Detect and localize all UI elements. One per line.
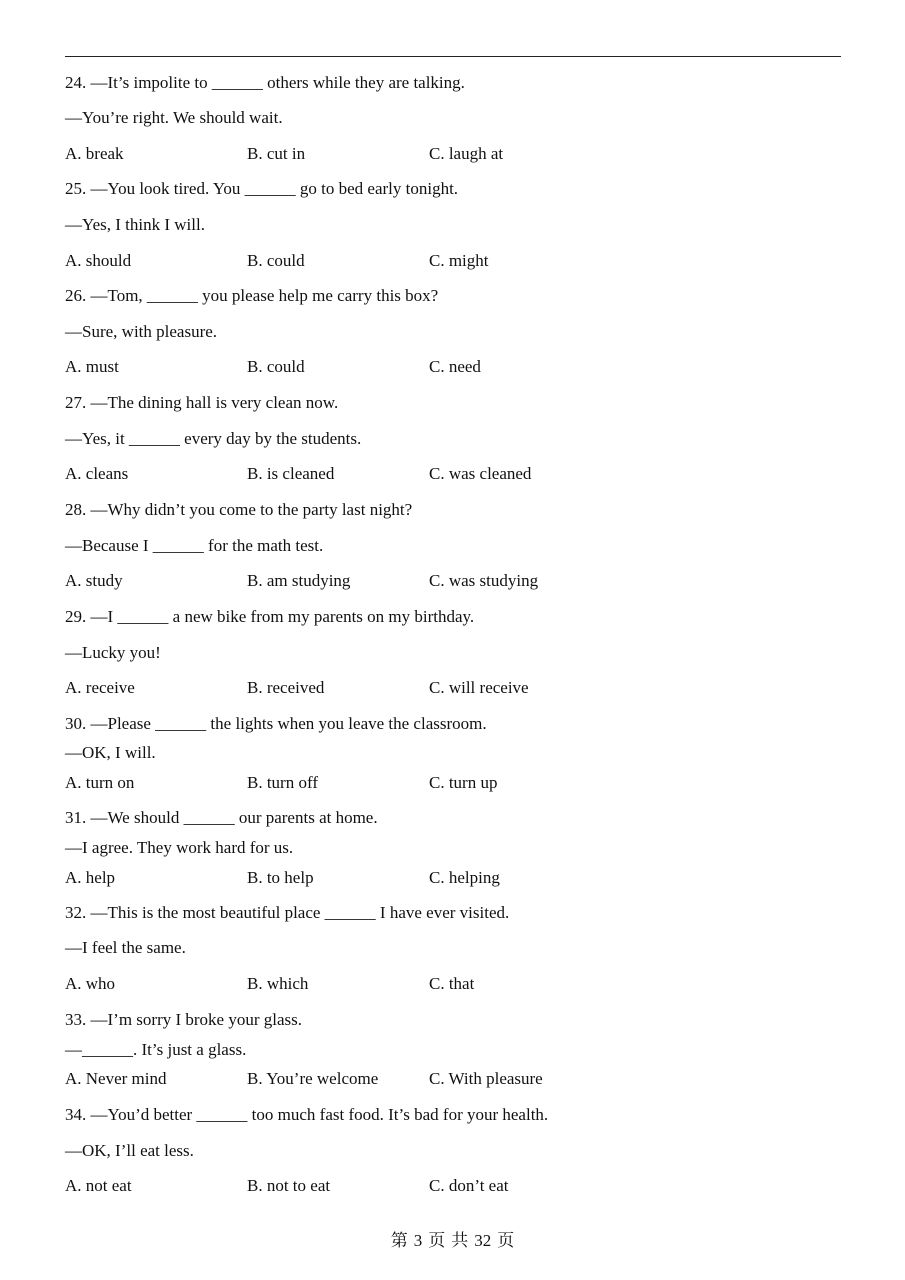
question-31-option-c: C. helping: [429, 868, 500, 887]
question-34-stem: 34. —You’d better ______ too much fast food. It’s bad for your health.: [65, 1105, 549, 1124]
question-28-option-a: A. study: [65, 571, 123, 590]
question-30-stem: 30. —Please ______ the lights when you leave the classroom.: [65, 714, 487, 733]
question-30-option-a: A. turn on: [65, 773, 135, 792]
question-30-option-c: C. turn up: [429, 773, 498, 792]
question-29-stem: 29. —I ______ a new bike from my parents on my birthday.: [65, 607, 475, 626]
question-30-reply: —OK, I will.: [65, 743, 156, 762]
footer-gong: 共: [451, 1231, 469, 1250]
question-27-option-a: A. cleans: [65, 464, 129, 483]
question-24-stem: 24. —It’s impolite to ______ others while they are talking.: [65, 73, 465, 92]
question-32-option-a: A. who: [65, 974, 116, 993]
question-33-option-c: C. With pleasure: [429, 1069, 543, 1088]
question-33-option-b: B. You’re welcome: [247, 1069, 379, 1088]
footer-ye: 页: [428, 1231, 446, 1250]
question-28-reply: —Because I ______ for the math test.: [65, 536, 324, 555]
question-25-stem: 25. —You look tired. You ______ go to bed early tonight.: [65, 179, 459, 198]
question-33-stem: 33. —I’m sorry I broke your glass.: [65, 1010, 303, 1029]
question-26-option-b: B. could: [247, 357, 305, 376]
question-26-stem: 26. —Tom, ______ you please help me carry this box?: [65, 286, 439, 305]
page-number: 3: [413, 1231, 423, 1250]
question-27-stem: 27. —The dining hall is very clean now.: [65, 393, 339, 412]
question-25-reply: —Yes, I think I will.: [65, 215, 205, 234]
page-total: 32: [474, 1231, 492, 1250]
question-26-reply: —Sure, with pleasure.: [65, 322, 218, 341]
question-25-option-c: C. might: [429, 251, 489, 270]
question-26-option-a: A. must: [65, 357, 119, 376]
question-27-reply: —Yes, it ______ every day by the students.: [65, 429, 362, 448]
question-34-option-b: B. not to eat: [247, 1176, 331, 1195]
question-33-option-a: A. Never mind: [65, 1069, 167, 1088]
question-31-reply: —I agree. They work hard for us.: [65, 838, 294, 857]
question-28-stem: 28. —Why didn’t you come to the party last night?: [65, 500, 413, 519]
question-25-option-a: A. should: [65, 251, 132, 270]
question-34-option-a: A. not eat: [65, 1176, 132, 1195]
question-29-option-a: A. receive: [65, 678, 135, 697]
question-26-option-c: C. need: [429, 357, 481, 376]
question-31-option-a: A. help: [65, 868, 116, 887]
question-24-option-c: C. laugh at: [429, 144, 504, 163]
question-32-reply: —I feel the same.: [65, 938, 186, 957]
question-31-option-b: B. to help: [247, 868, 314, 887]
question-28-option-c: C. was studying: [429, 571, 539, 590]
question-32-stem: 32. —This is the most beautiful place ______ I have ever visited.: [65, 903, 510, 922]
question-34-reply: —OK, I’ll eat less.: [65, 1141, 194, 1160]
header-rule: [65, 56, 841, 57]
question-29-reply: —Lucky you!: [65, 643, 161, 662]
question-24-option-b: B. cut in: [247, 144, 306, 163]
question-27-option-b: B. is cleaned: [247, 464, 335, 483]
question-32-option-b: B. which: [247, 974, 309, 993]
footer-ye-2: 页: [497, 1231, 515, 1250]
question-27-option-c: C. was cleaned: [429, 464, 532, 483]
question-32-option-c: C. that: [429, 974, 475, 993]
question-33-reply: —______. It’s just a glass.: [65, 1040, 247, 1059]
question-24-option-a: A. break: [65, 144, 124, 163]
question-31-stem: 31. —We should ______ our parents at home.: [65, 808, 378, 827]
question-25-option-b: B. could: [247, 251, 305, 270]
page-footer: [0, 1226, 905, 1251]
question-24-reply: —You’re right. We should wait.: [65, 108, 283, 127]
question-30-option-b: B. turn off: [247, 773, 318, 792]
footer-di: 第: [390, 1231, 408, 1250]
question-29-option-c: C. will receive: [429, 678, 529, 697]
question-28-option-b: B. am studying: [247, 571, 351, 590]
question-29-option-b: B. received: [247, 678, 325, 697]
question-34-option-c: C. don’t eat: [429, 1176, 509, 1195]
